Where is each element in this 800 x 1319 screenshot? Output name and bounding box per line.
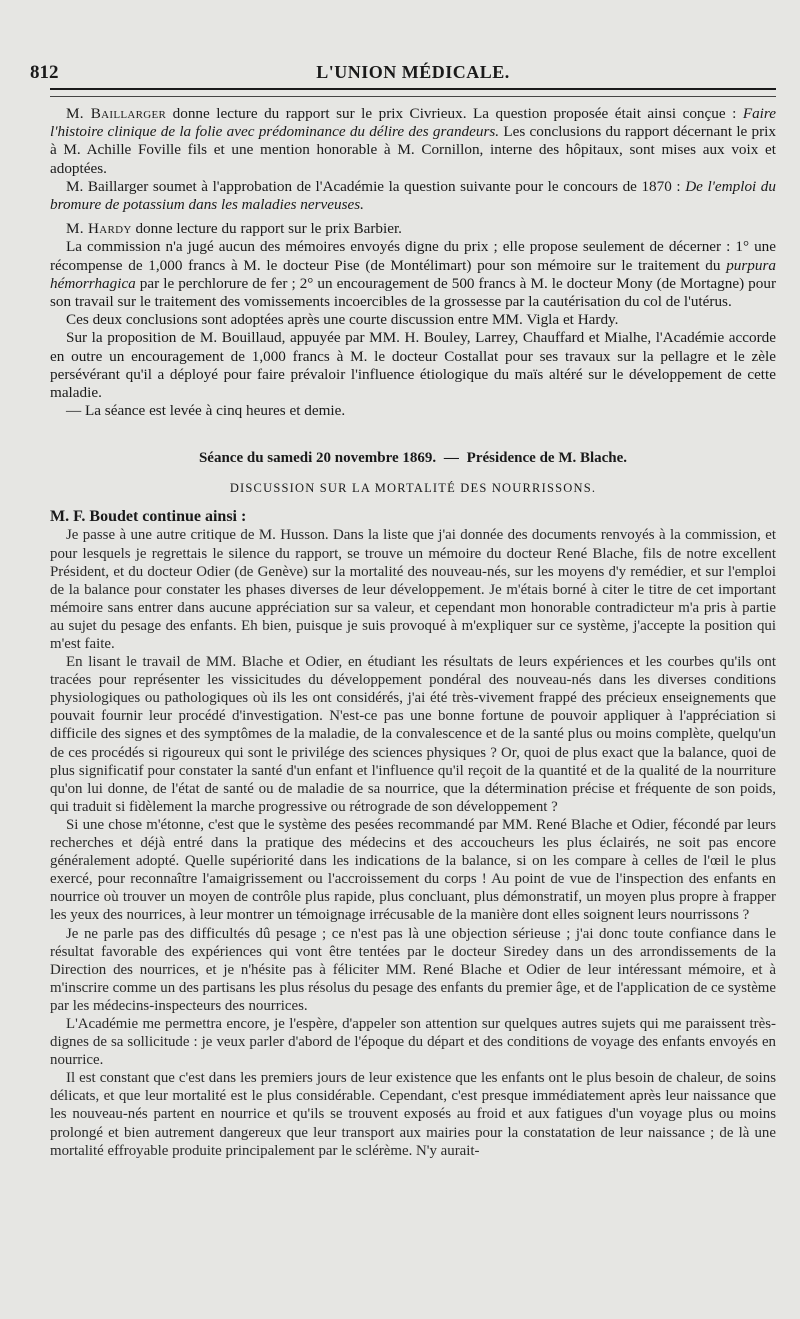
paragraph-commission xyxy=(50,238,776,311)
speaker-name: M. Hardy xyxy=(66,220,132,238)
speech-paragraph: L'Académie me permettra encore, je l'espère, d'appeler son attention sur quelques autres sujets qui me paraissent très-dignes de sa sollicitude : je veux parler d'abord de l'époque du départ et des conditions de voyage des enfants envoyés en nourrice. xyxy=(50,1015,776,1069)
paragraph-bouillaud xyxy=(50,329,776,402)
italic-question: De l'emploi du bromure de potassium dans les maladies nerveuses. xyxy=(50,177,776,214)
speech-paragraph: Il est constant que c'est dans les premiers jours de leur existence que les enfants ont le plus besoin de chaleur, de soins délicats, et que leur mortalité est le plus considérable. Cependant, c'est presque immédiatement après leur naissance que les nouveau-nés partent en nourrice et qu'ils se trouvent exposés au froid et aux fatigues d'un voyage plus ou moins prolongé et bien autrement dangereux que leur transport aux mairies pour la constatation de leur naissance ; de là une mortalité effroyable produite principalement par le sclérème. N'y aurait- xyxy=(50,1070,776,1159)
session-separator: — xyxy=(443,450,459,467)
page-number: 812 xyxy=(30,62,59,83)
paragraph-text: par le perchlorure de fer ; 2° un encouragement de 500 francs à M. le docteur Mony (de Mortagne) pour son travail sur le traitement des vomissements incoercibles de la grossesse par la cautérisation du col de l'utérus. xyxy=(50,274,776,311)
speech-paragraph: Je passe à une autre critique de M. Husson. Dans la liste que j'ai donnée des documents renvoyés à la commission, et pour lesquels je regrettais le silence du rapport, se trouve un mémoire du docteur René Blache, fils de notre excellent Président, et du docteur Odier (de Genève) sur la mortalité des nouveau-nés, sur les moyens d'y remédier, et sur l'emploi de la balance pour constater les phases diverses de leur développement. Je m'étais borné à citer le titre de cet important mémoire sans entrer dans aucune appréciation sur sa valeur, et cependant mon honorable contradicteur m'a pris à partie au sujet du pesage des enfants. Eh bien, puisque je suis provoqué à m'expliquer sur ce système, j'accepte la position qui m'est faite. xyxy=(50,527,776,653)
paragraph-concours-1870 xyxy=(50,178,776,214)
session-date: Séance du samedi 20 novembre 1869. xyxy=(198,450,437,467)
journal-title: L'UNION MÉDICALE. xyxy=(316,62,510,82)
speech-paragraph: Je ne parle pas des difficultés dû pesage ; ce n'est pas là une objection sérieuse ; j'ai donc toute confiance dans le résultat favorable des expériences qui vont être tentées par le docteur Siredey dans un des arrondissements de la Direction des nourrices, et je n'hésite pas à féliciter MM. René Blache et Odier de leur intéressant mémoire, et à m'inscrire comme un des partisans les plus résolus du pesage des enfants du premier âge, et de l'application de ce système par les médecins-inspecteurs des nourrices. xyxy=(50,925,776,1014)
speaker-name: M. Baillarger xyxy=(66,105,167,122)
paragraph-text: Sur la proposition de M. Bouillaud, appuyée par MM. H. Bouley, Larrey, Chauffard et Mialhe, l'Académie accorde en outre un encouragement de 1,000 francs à M. le docteur Costallat pour ses travaux sur la pellagre et le zèle persévérant qu'il a déployé pour faire prévaloir l'influence étiologique du maïs altéré sur le développement de cette maladie. xyxy=(50,329,776,402)
paragraph-text: Ces deux conclusions sont adoptées après une courte discussion entre MM. Vigla et Hardy. xyxy=(66,311,619,329)
speech-body xyxy=(50,526,776,1159)
session-presidence: Présidence de M. Blache. xyxy=(466,450,628,467)
running-header xyxy=(30,62,776,90)
header-rule xyxy=(50,96,776,97)
paragraph-text: donne lecture du rapport sur le prix Barbier. xyxy=(131,220,402,238)
paragraph-conclusions xyxy=(50,311,776,329)
paragraph-text: La commission n'a jugé aucun des mémoires envoyés digne du prix ; elle propose seulement de décerner : 1° une récompense de 1,000 francs à M. le docteur Pise (de Montélimart) pour son mémoire sur le traitement du xyxy=(50,238,776,274)
discussion-title: DISCUSSION SUR LA MORTALITÉ DES NOURRISSONS. xyxy=(229,481,597,496)
paragraph-seance-levee xyxy=(50,402,776,420)
italic-term: purpura hémorrhagica xyxy=(50,256,776,292)
speech-paragraph: Si une chose m'étonne, c'est que le système des pesées recommandé par MM. René Blache et Odier, fécondé par leurs recherches et déjà entré dans la pratique des médecins et des accoucheurs les plus éclairés, ne soit pas encore généralement adopté. Quelle supériorité dans les indications de la balance, si on les compare à celles de l'œil le plus exercé, pour reconnaître l'amaigrissement ou l'accroissement du corps ! Au point de vue de l'inspection des enfants en nourrice où trouver un moyen de contrôle plus rapide, plus concluant, plus démonstratif, un moyen plus propre à frapper les yeux des nourrices, à leur montrer un témoignage irrécusable de la manière dont elles soignent leurs nourrissons ? xyxy=(50,816,776,924)
paragraph-text: — La séance est levée à cinq heures et demie. xyxy=(66,402,346,420)
speech-paragraph: En lisant le travail de MM. Blache et Odier, en étudiant les résultats de leurs expériences et les courbes qu'ils ont tracées pour représenter les vissicitudes du développement pondéral des nouveau-nés dans les diverses conditions physiologiques ou pathologiques où ils les ont considérés, j'ai été très-vivement frappé des précieux enseignements que pouvait fournir leur procédé d'investigation. N'est-ce pas une bonne fortune de pouvoir appliquer à l'appréciation si difficile des signes et des symptômes de la maladie, de la convalescence et de la santé plus ou moins complète, quelqu'un de ces procédés si rigoureux qui sont le privilége des sciences physiques ? Or, quoi de plus exact que la balance, quoi de plus significatif pour constater la santé d'un enfant et l'influence qu'il reçoit de la quantité et de la qualité de la nourriture qu'on lui donne, de l'état de santé ou de maladie de sa nourrice, que la détermination précise et fréquente de son poids, qui traduit si fidèlement la marche progressive ou rétrograde de son développement ? xyxy=(50,654,776,815)
italic-question: Faire l'histoire clinique de la folie avec prédominance du délire des grandeurs. xyxy=(50,105,776,141)
paragraph-text: donne lecture du rapport sur le prix Civrieux. La question proposée était ainsi conçue : xyxy=(166,105,743,122)
speaker-line: M. F. Boudet continue ainsi : xyxy=(50,508,247,526)
session-heading xyxy=(50,450,776,467)
paragraph-prix-barbier xyxy=(50,220,776,238)
paragraph-prix-civrieux xyxy=(50,105,776,178)
minutes-section xyxy=(50,105,776,420)
paragraph-text: Les conclusions du rapport décernant le prix à M. Achille Foville fils et une mention honorable à M. Cornillon, interne des hôpitaux, sont mises aux voix et adoptées. xyxy=(50,123,776,177)
paragraph-text: M. Baillarger soumet à l'approbation de l'Académie la question suivante pour le concours de 1870 : xyxy=(66,177,686,195)
